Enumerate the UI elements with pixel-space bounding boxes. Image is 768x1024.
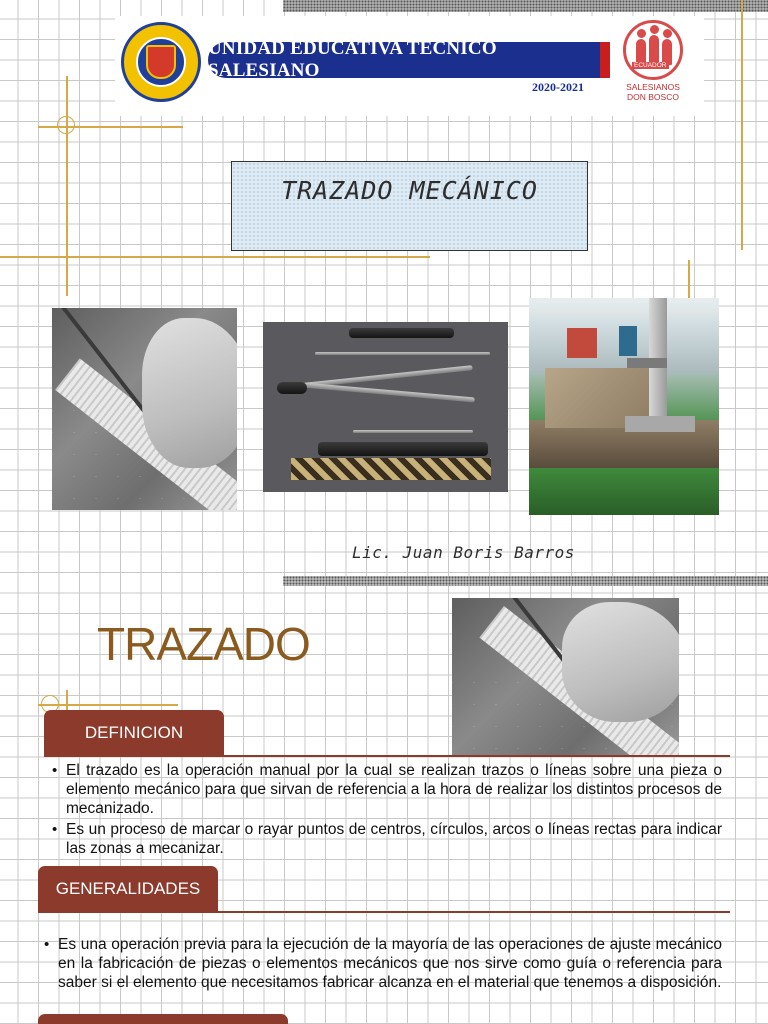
sdb-country-label: ECUADOR <box>634 62 667 69</box>
gold-line-horizontal-lower <box>38 704 178 706</box>
definicion-rule <box>44 755 730 757</box>
tab-definicion-label: DEFINICION <box>84 723 184 742</box>
middle-dotted-strip <box>283 576 768 586</box>
section-heading: TRAZADO <box>97 618 310 670</box>
sdb-label-line1: SALESIANOS <box>626 82 680 92</box>
author-name: Lic. Juan Boris Barros <box>352 543 575 562</box>
school-years: 2020-2021 <box>532 80 584 94</box>
generalidades-bullets <box>44 935 722 994</box>
generalidades-rule <box>38 911 730 913</box>
page-title: TRAZADO MECÁNICO <box>281 175 538 205</box>
photo-height-gauge <box>529 298 719 515</box>
salesianos-logo-icon <box>610 20 696 114</box>
gold-line-vertical-right <box>741 0 743 250</box>
school-seal-icon <box>121 22 201 102</box>
title-box <box>231 161 588 251</box>
list-item: • El trazado es la operación manual por la cual se realizan trazos o líneas sobre una pieza o elemento mecánico para que sirvan de referencia a la hora de realizar los distintos procesos de mecanizado. <box>52 761 722 818</box>
gold-line-horizontal-mid <box>0 256 430 258</box>
photo-hand-scribing-lower <box>452 598 679 756</box>
tab-generalidades <box>38 866 218 912</box>
photo-tracing-tools <box>263 322 508 492</box>
tab-definicion <box>44 710 224 756</box>
school-name-banner <box>208 38 610 81</box>
list-item: • Es un proceso de marcar o rayar puntos de centros, círculos, arcos o líneas rectas para indicar las zonas a mecanizar. <box>52 820 722 858</box>
gold-line-vertical-short <box>688 260 690 300</box>
photo-hand-scribing <box>52 308 237 510</box>
sdb-label-line2: DON BOSCO <box>627 92 679 102</box>
gold-ornament-circle <box>57 116 75 134</box>
school-name: UNIDAD EDUCATIVA TÉCNICO SALESIANO <box>208 38 497 81</box>
list-item: • Es una operación previa para la ejecución de la mayoría de las operaciones de ajuste mecánico en la fabricación de piezas o elementos mecánicos que nos sirve como guía o referencia para saber si el elemento que necesitamos fabricar alcanza en el material que tenemos a disposición. <box>44 935 722 992</box>
tab-next-partial <box>38 1014 288 1024</box>
gold-line-vertical-left <box>66 76 68 296</box>
top-dotted-strip <box>283 0 768 12</box>
tab-generalidades-label: GENERALIDADES <box>55 879 201 898</box>
definicion-bullets <box>52 761 722 860</box>
